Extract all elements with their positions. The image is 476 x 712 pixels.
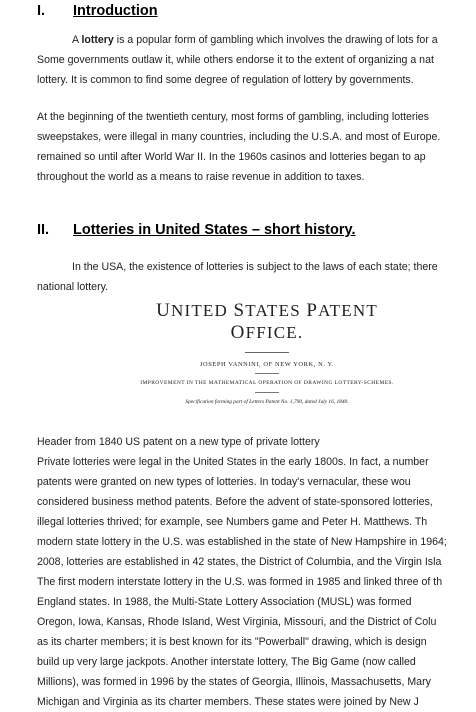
text-line: remained so until after World War II. In the 1960s casinos and lotteries began to ap bbox=[37, 151, 426, 163]
text-line: In the USA, the existence of lotteries is subject to the laws of each state; there bbox=[72, 261, 438, 273]
section-1-heading bbox=[37, 3, 158, 19]
section-2-heading bbox=[37, 222, 356, 238]
text-line: national lottery. bbox=[37, 281, 109, 293]
usa-paragraph-1 bbox=[37, 257, 438, 297]
text-line: The first modern interstate lottery in the U.S. was formed in 1985 and linked three of th bbox=[37, 576, 443, 588]
section-title: Introduction bbox=[73, 3, 158, 19]
text-line: build up very large jackpots. Another interstate lottery, The Big Game (now called bbox=[37, 656, 416, 668]
text-line: throughout the world as a means to raise revenue in addition to taxes. bbox=[37, 171, 365, 183]
text-line: Some governments outlaw it, while others endorse it to the extent of organizing a nat bbox=[37, 54, 434, 66]
text-line: Millions), was formed in 1996 by the states of Georgia, Illinois, Massachusetts, Mary bbox=[37, 676, 431, 688]
patent-specification: Specification forming part of Letters Patent No. 1,790, dated July 16, 1840. bbox=[185, 399, 349, 405]
text-line: Private lotteries were legal in the United States in the early 1800s. In fact, a number bbox=[37, 456, 429, 468]
divider bbox=[255, 373, 279, 374]
text-line: modern state lottery in the U.S. was established in the state of New Hampshire in 1964; bbox=[37, 536, 447, 548]
image-caption: Header from 1840 US patent on a new type of private lottery bbox=[37, 436, 320, 448]
section-number: II. bbox=[37, 222, 50, 238]
usa-body-paragraph bbox=[37, 452, 447, 712]
text-line: considered business method patents. Before the advent of state-sponsored lotteries, bbox=[37, 496, 433, 508]
patent-header-image bbox=[132, 300, 402, 405]
patent-inventor: JOSEPH VANNINI, OF NEW YORK, N. Y. bbox=[199, 361, 335, 368]
intro-paragraph-2 bbox=[37, 107, 440, 187]
patent-office-title: UNITED STATES PATENT OFFICE. bbox=[156, 300, 378, 343]
text-line: Michigan and Virginia as its charter members. These states were joined by New J bbox=[37, 696, 419, 708]
section-number: I. bbox=[37, 3, 46, 19]
divider bbox=[255, 392, 279, 393]
text-line: Oregon, Iowa, Kansas, Rhode Island, West Virginia, Missouri, and the District of Colu bbox=[37, 616, 437, 628]
bold-term: lottery bbox=[81, 34, 114, 46]
text-line: sweepstakes, were illegal in many countries, including the U.S.A. and most of Europe. bbox=[37, 131, 441, 143]
text-line: patents were granted on new types of lotteries. In today's vernacular, these wou bbox=[37, 476, 411, 488]
text-line: as its charter members; it is best known for its "Powerball" drawing, which is design bbox=[37, 636, 427, 648]
text-line: A lottery is a popular form of gambling which involves the drawing of lots for a bbox=[72, 34, 438, 46]
intro-paragraph-1 bbox=[37, 30, 438, 90]
text-line: illegal lotteries thrived; for example, see Numbers game and Peter H. Matthews. Th bbox=[37, 516, 428, 528]
text-line: England states. In 1988, the Multi-State Lottery Association (MUSL) was formed bbox=[37, 596, 412, 608]
patent-improvement: IMPROVEMENT IN THE MATHEMATICAL OPERATION OF DRAWING LOTTERY-SCHEMES. bbox=[140, 380, 394, 386]
divider bbox=[245, 352, 289, 353]
text-line: At the beginning of the twentieth century, most forms of gambling, including lotteries bbox=[37, 111, 429, 123]
text-line: 2008, lotteries are established in 42 states, the District of Columbia, and the Virgin Isla bbox=[37, 556, 442, 568]
text-line: lottery. It is common to find some degree of regulation of lottery by governments. bbox=[37, 74, 414, 86]
section-title: Lotteries in United States – short history. bbox=[73, 222, 356, 238]
